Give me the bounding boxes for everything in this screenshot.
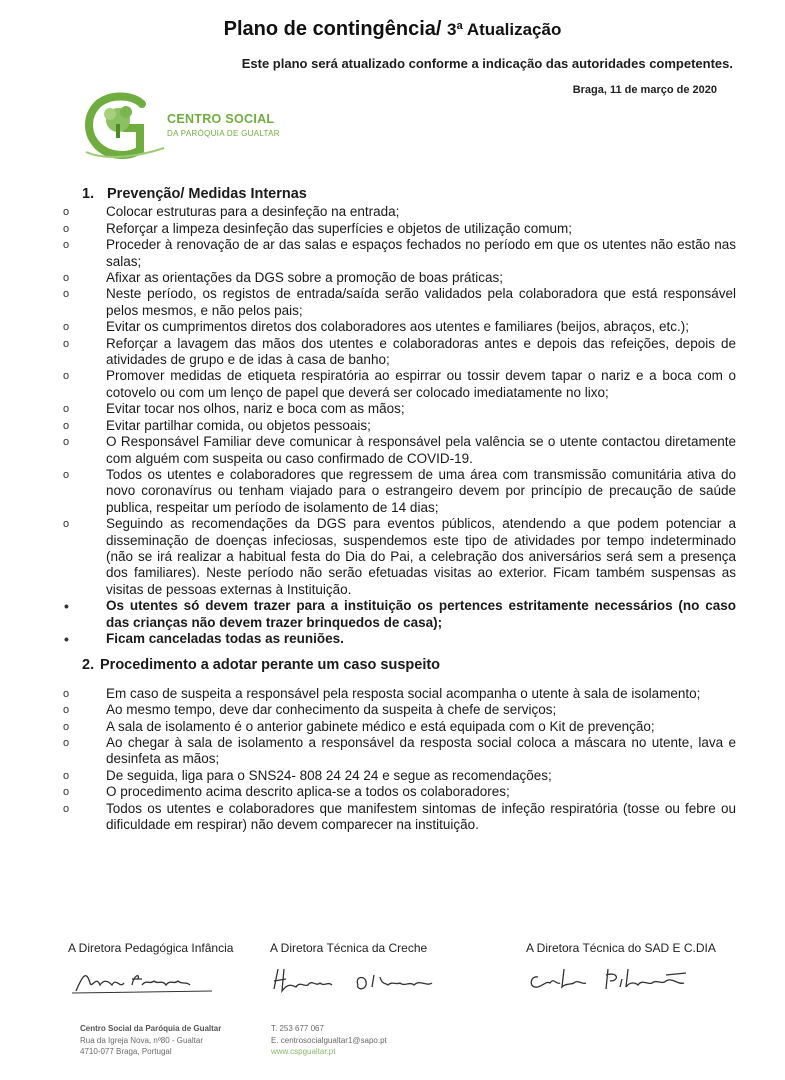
circle-bullet-icon: o — [63, 737, 70, 749]
list-item: o De seguida, liga para o SNS24- 808 24 24 24 e segue as recomendações; — [63, 767, 552, 783]
list-item: o Em caso de suspeita a responsável pela resposta social acompanha o utente à sala de isolamento; — [63, 685, 701, 701]
circle-bullet-icon: o — [63, 321, 70, 334]
list-item: o A sala de isolamento é o anterior gabinete médico e está equipada com o Kit de prevenção; — [63, 718, 655, 734]
circle-bullet-icon: o — [63, 239, 70, 252]
footer-address — [80, 1023, 280, 1058]
list-item: o O Responsável Familiar deve comunicar à responsável pela valência se o utente contactou diretamente com alguém com suspeita ou caso confirmado de COVID-19. — [63, 434, 736, 466]
list-item: o Evitar tocar nos olhos, nariz e boca com as mãos; — [63, 401, 405, 417]
list-item: o Neste período, os registos de entrada/saída serão validados pela colaboradora que está responsável pelos mesmos, e não pelos pais; — [63, 286, 736, 318]
logo-name-line1: CENTRO SOCIAL — [167, 112, 275, 126]
section1-heading — [80, 186, 736, 202]
handwritten-signature — [270, 955, 450, 995]
section2-heading — [80, 657, 736, 673]
section1-title: Prevenção/ Medidas Internas — [107, 186, 307, 202]
section2-list — [63, 685, 736, 834]
list-item: o Seguindo as recomendações da DGS para eventos públicos, atendendo a que podem potenciar a disseminação de doenças infeciosas, suspendemos este tipo de atividades por tempo indeterminado (não se irá realizar a habitual festa do Dia do Pai, a celebração dos aniversários será sem a presença dos familiares). Neste período não serão efetuadas visitas ao exterior. Ficam também suspensas as visitas de pessoas externas à Instituição. — [63, 516, 736, 597]
circle-bullet-icon: o — [63, 288, 70, 301]
list-item: o Reforçar a lavagem das mãos dos utentes e colaboradoras antes e depois das refeições, depois de atividades de grupo e de idas à casa de banho; — [63, 335, 736, 368]
signature-creche-director — [270, 941, 427, 955]
list-item-bold: • Os utentes só devem trazer para a instituição os pertences estritamente necessários (no caso das crianças não devem trazer brinquedos de casa); — [64, 598, 736, 630]
section2-title: Procedimento a adotar perante um caso suspeito — [100, 657, 441, 674]
circle-bullet-icon: o — [63, 419, 70, 432]
signature-sad-director — [526, 941, 716, 955]
signature-label: A Diretora Pedagógica Infância — [68, 941, 234, 955]
circle-bullet-icon: o — [63, 468, 70, 481]
circle-bullet-icon: o — [63, 337, 70, 350]
list-item: o Promover medidas de etiqueta respiratória ao espirrar ou tossir devem tapar o nariz e a boca com o cotovelo ou com um lenço de papel que deverá ser colocado imediatamente no lixo; — [63, 368, 736, 400]
page-title — [0, 18, 785, 41]
footer-email[interactable]: E. centrosocialgualtar1@sapo.pt — [271, 1035, 387, 1045]
circle-bullet-icon: o — [63, 370, 70, 383]
circle-bullet-icon: o — [63, 206, 70, 219]
list-item: o O procedimento acima descrito aplica-se a todos os colaboradores; — [63, 784, 510, 800]
footer-address-line2: 4710-077 Braga, Portugal — [80, 1047, 172, 1056]
list-item: o Todos os utentes e colaboradores que regressem de uma área com transmissão comunitária ativa do novo coronavírus ou tenham viajado para o estrangeiro devem por princípio de precaução de saúde publica, respeitar um período de isolamento de 14 dias; — [63, 466, 736, 515]
circle-bullet-icon: o — [63, 403, 70, 416]
title-update: 3ª Atualização — [447, 20, 562, 39]
footer-phone: T. 253 677 067 — [271, 1024, 324, 1033]
circle-bullet-icon: o — [63, 786, 70, 799]
signature-label: A Diretora Técnica da Creche — [270, 941, 428, 955]
section1-number: 1. — [82, 186, 95, 202]
list-item: o Proceder à renovação de ar das salas e espaços fechados no período em que os utentes não estão nas salas; — [63, 237, 736, 269]
list-item: o Todos os utentes e colaboradores que manifestem sintomas de infeção respiratória (tosse ou febre ou dificuldade em respirar) não devem comparecer na instituição. — [63, 800, 736, 833]
list-item: o Reforçar a limpeza desinfeção das superfícies e objetos de utilização comum; — [63, 220, 572, 236]
circle-bullet-icon: o — [63, 802, 70, 815]
circle-bullet-icon: o — [63, 272, 70, 285]
signature-pedagogical-director — [68, 941, 233, 955]
dot-bullet-icon: • — [64, 630, 69, 647]
footer-website-link[interactable]: www.cspgualtar.pt — [271, 1047, 336, 1056]
circle-bullet-icon: o — [63, 769, 70, 782]
handwritten-signature — [68, 955, 218, 995]
handwritten-signature — [526, 955, 706, 995]
circle-bullet-icon: o — [63, 720, 70, 733]
circle-bullet-icon: o — [63, 704, 70, 717]
page-subtitle: Este plano será atualizado conforme a indicação das autoridades competentes. — [241, 56, 733, 71]
circle-bullet-icon: o — [63, 687, 70, 700]
document-date: Braga, 11 de março de 2020 — [572, 84, 717, 96]
list-item: o Afixar as orientações da DGS sobre a promoção de boas práticas; — [63, 270, 503, 286]
circle-bullet-icon: o — [63, 436, 70, 449]
organization-logo — [84, 90, 294, 160]
section2-number: 2. — [82, 657, 95, 674]
footer-org-name: Centro Social da Paróquia de Gualtar — [80, 1024, 222, 1033]
list-item: o Ao mesmo tempo, deve dar conhecimento da suspeita à chefe de serviços; — [63, 702, 557, 718]
circle-bullet-icon: o — [63, 518, 70, 531]
list-item-bold: • Ficam canceladas todas as reuniões. — [64, 630, 344, 647]
list-item: o Evitar os cumprimentos diretos dos colaboradores aos utentes e familiares (beijos, abraços, etc.); — [63, 319, 690, 335]
footer-address-line1: Rua da Igreja Nova, nº80 - Gualtar — [80, 1035, 203, 1045]
list-item: o Evitar partilhar comida, ou objetos pessoais; — [63, 417, 371, 433]
title-main: Plano de contingência/ — [223, 18, 448, 40]
list-item: o Colocar estruturas para a desinfeção na entrada; — [63, 204, 400, 220]
circle-bullet-icon: o — [63, 222, 70, 235]
logo-name-line2: DA PARÓQUIA DE GUALTAR — [167, 129, 280, 138]
dot-bullet-icon: • — [64, 598, 69, 615]
footer-contacts — [271, 1023, 471, 1058]
logo-tree-icon — [84, 90, 166, 160]
signature-label: A Diretora Técnica do SAD E C.DIA — [526, 941, 716, 955]
document-body — [63, 186, 736, 833]
section1-list — [63, 204, 736, 647]
list-item: o Ao chegar à sala de isolamento a responsável da resposta social coloca a máscara no utente, lava e desinfeta as mãos; — [63, 735, 736, 767]
